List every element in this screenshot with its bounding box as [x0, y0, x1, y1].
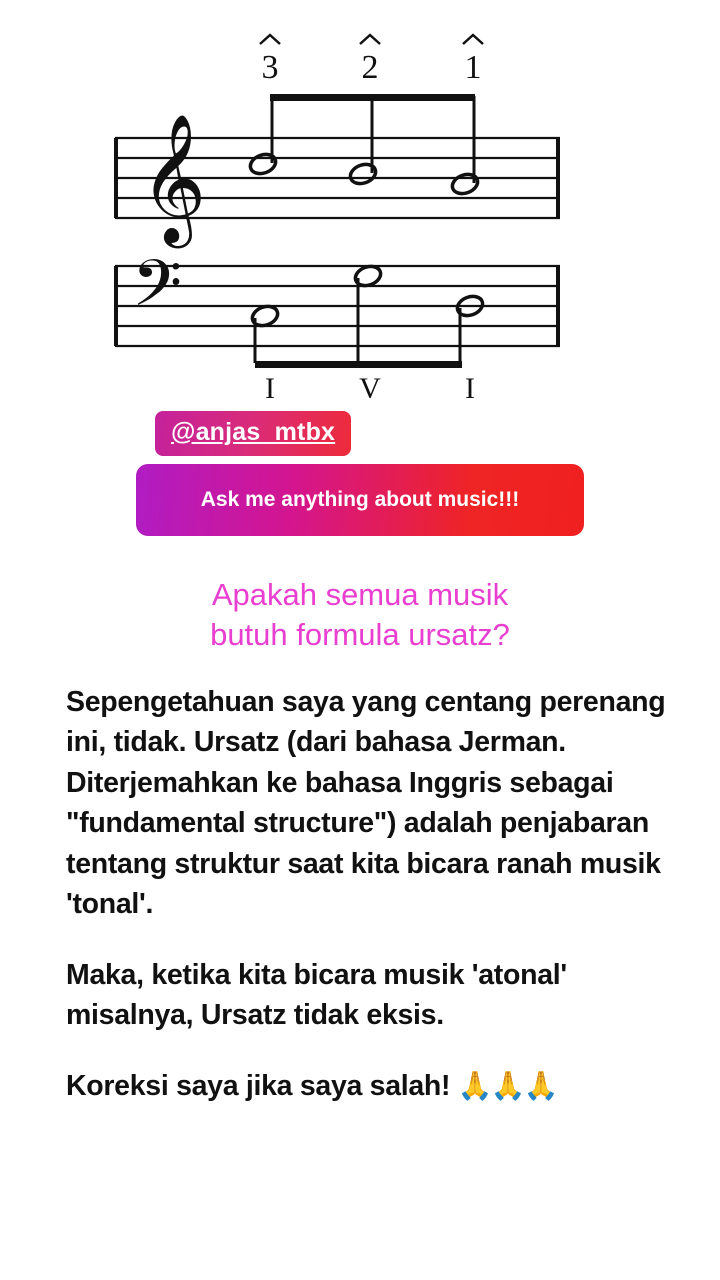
- svg-text:2: 2: [361, 49, 379, 86]
- svg-text:3: 3: [261, 49, 279, 86]
- notation-svg: [110, 18, 610, 398]
- bass-clef-icon: 𝄢: [132, 247, 183, 337]
- svg-text:I: I: [465, 372, 475, 398]
- svg-text:1: 1: [464, 49, 482, 86]
- svg-text:V: V: [359, 372, 381, 398]
- prompt-label: Ask me anything about music!!!: [200, 488, 520, 511]
- answer-paragraph-3-text: Koreksi saya jika saya salah!: [66, 1069, 451, 1102]
- answer-paragraph-2: Maka, ketika kita bicara musik 'atonal' misalnya, Ursatz tidak eksis.: [66, 958, 567, 1032]
- question-text: [0, 575, 720, 654]
- music-notation-image: [0, 18, 720, 398]
- question-line-1: Apakah semua musik: [211, 577, 509, 612]
- answer-body: [66, 682, 686, 1106]
- svg-text:I: I: [265, 372, 275, 398]
- question-line-2: butuh formula ursatz?: [210, 616, 510, 652]
- treble-clef-icon: 𝄞: [140, 113, 207, 243]
- answer-paragraph-3: [66, 1066, 686, 1106]
- folded-hands-emoji: 🙏🙏🙏: [457, 1069, 557, 1101]
- ask-me-anything-sticker[interactable]: [136, 464, 584, 536]
- answer-paragraph-1: Sepengetahuan saya yang centang perenang ini, tidak. Ursatz (dari bahasa Jerman. Diterjemahkan ke bahasa Inggris sebagai "fundamental structure") adalah penjabaran tentang struktur saat kita bicara ranah musik 'tonal'.: [66, 686, 666, 921]
- username-label: @anjas_mtbx: [171, 418, 336, 446]
- username-sticker[interactable]: [155, 411, 351, 456]
